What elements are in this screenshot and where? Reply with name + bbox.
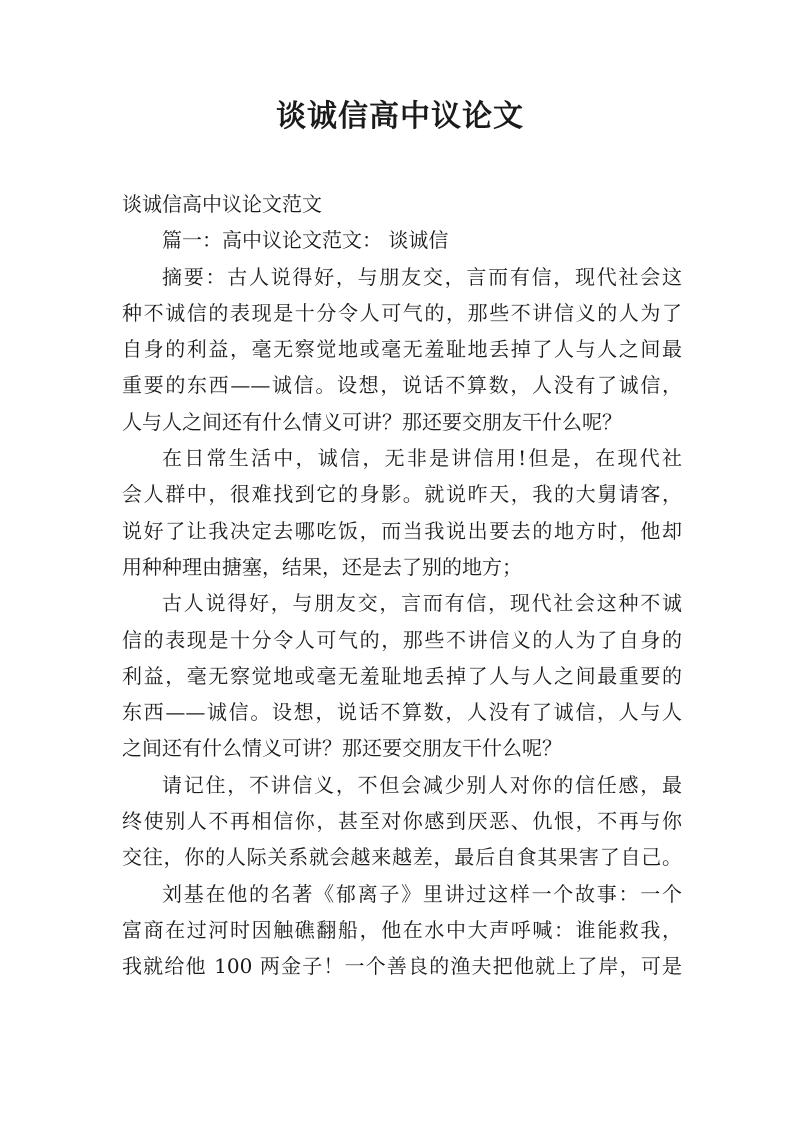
text-line: 谈诚信高中议论文范文 bbox=[122, 192, 322, 216]
text-line: 利益，毫无察觉地或毫无羞耻地丢掉了人与人之间最重要的 bbox=[122, 663, 682, 688]
text-line: 人与人之间还有什么情义可讲？那还要交朋友干什么呢？ bbox=[122, 409, 622, 434]
text-line: 富商在过河时因触礁翻船，他在水中大声呼喊：谁能救我， bbox=[122, 917, 682, 942]
text-line: 篇一：高中议论文范文： 谈诚信 bbox=[162, 228, 449, 253]
text-line: 刘基在他的名著《郁离子》里讲过这样一个故事：一个 bbox=[162, 881, 682, 906]
document-body bbox=[122, 186, 682, 985]
text-line: 信的表现是十分令人可气的，那些不讲信义的人为了自身的 bbox=[122, 627, 682, 652]
text-line: 重要的东西——诚信。设想，说话不算数，人没有了诚信， bbox=[122, 373, 682, 398]
text-line: 种不诚信的表现是十分令人可气的，那些不讲信义的人为了 bbox=[122, 300, 682, 325]
text-line: 我就给他 100 两金子！一个善良的渔夫把他就上了岸，可是 bbox=[122, 954, 682, 979]
document-title: 谈诚信高中议论文 bbox=[276, 99, 524, 134]
text-line: 交往，你的人际关系就会越来越差，最后自食其果害了自己。 bbox=[122, 845, 682, 870]
text-line: 古人说得好，与朋友交，言而有信，现代社会这种不诚 bbox=[162, 591, 682, 616]
text-line: 在日常生活中，诚信，无非是讲信用!但是，在现代社 bbox=[162, 446, 682, 471]
text-line: 终使别人不再相信你，甚至对你感到厌恶、仇恨，不再与你 bbox=[122, 809, 682, 834]
text-line: 自身的利益，毫无察觉地或毫无羞耻地丢掉了人与人之间最 bbox=[122, 337, 682, 362]
text-line: 东西——诚信。设想，说话不算数，人没有了诚信，人与人 bbox=[122, 700, 682, 725]
text-line: 说好了让我决定去哪吃饭，而当我说出要去的地方时，他却 bbox=[122, 518, 682, 543]
text-line: 请记住，不讲信义，不但会减少别人对你的信任感，最 bbox=[162, 772, 682, 797]
text-line: 会人群中，很难找到它的身影。就说昨天，我的大舅请客， bbox=[122, 482, 682, 507]
text-line: 之间还有什么情义可讲？那还要交朋友干什么呢？ bbox=[122, 736, 562, 761]
text-line: 用种种理由搪塞，结果，还是去了别的地方； bbox=[122, 554, 522, 579]
text-line: 摘要：古人说得好，与朋友交，言而有信，现代社会这 bbox=[162, 264, 682, 289]
